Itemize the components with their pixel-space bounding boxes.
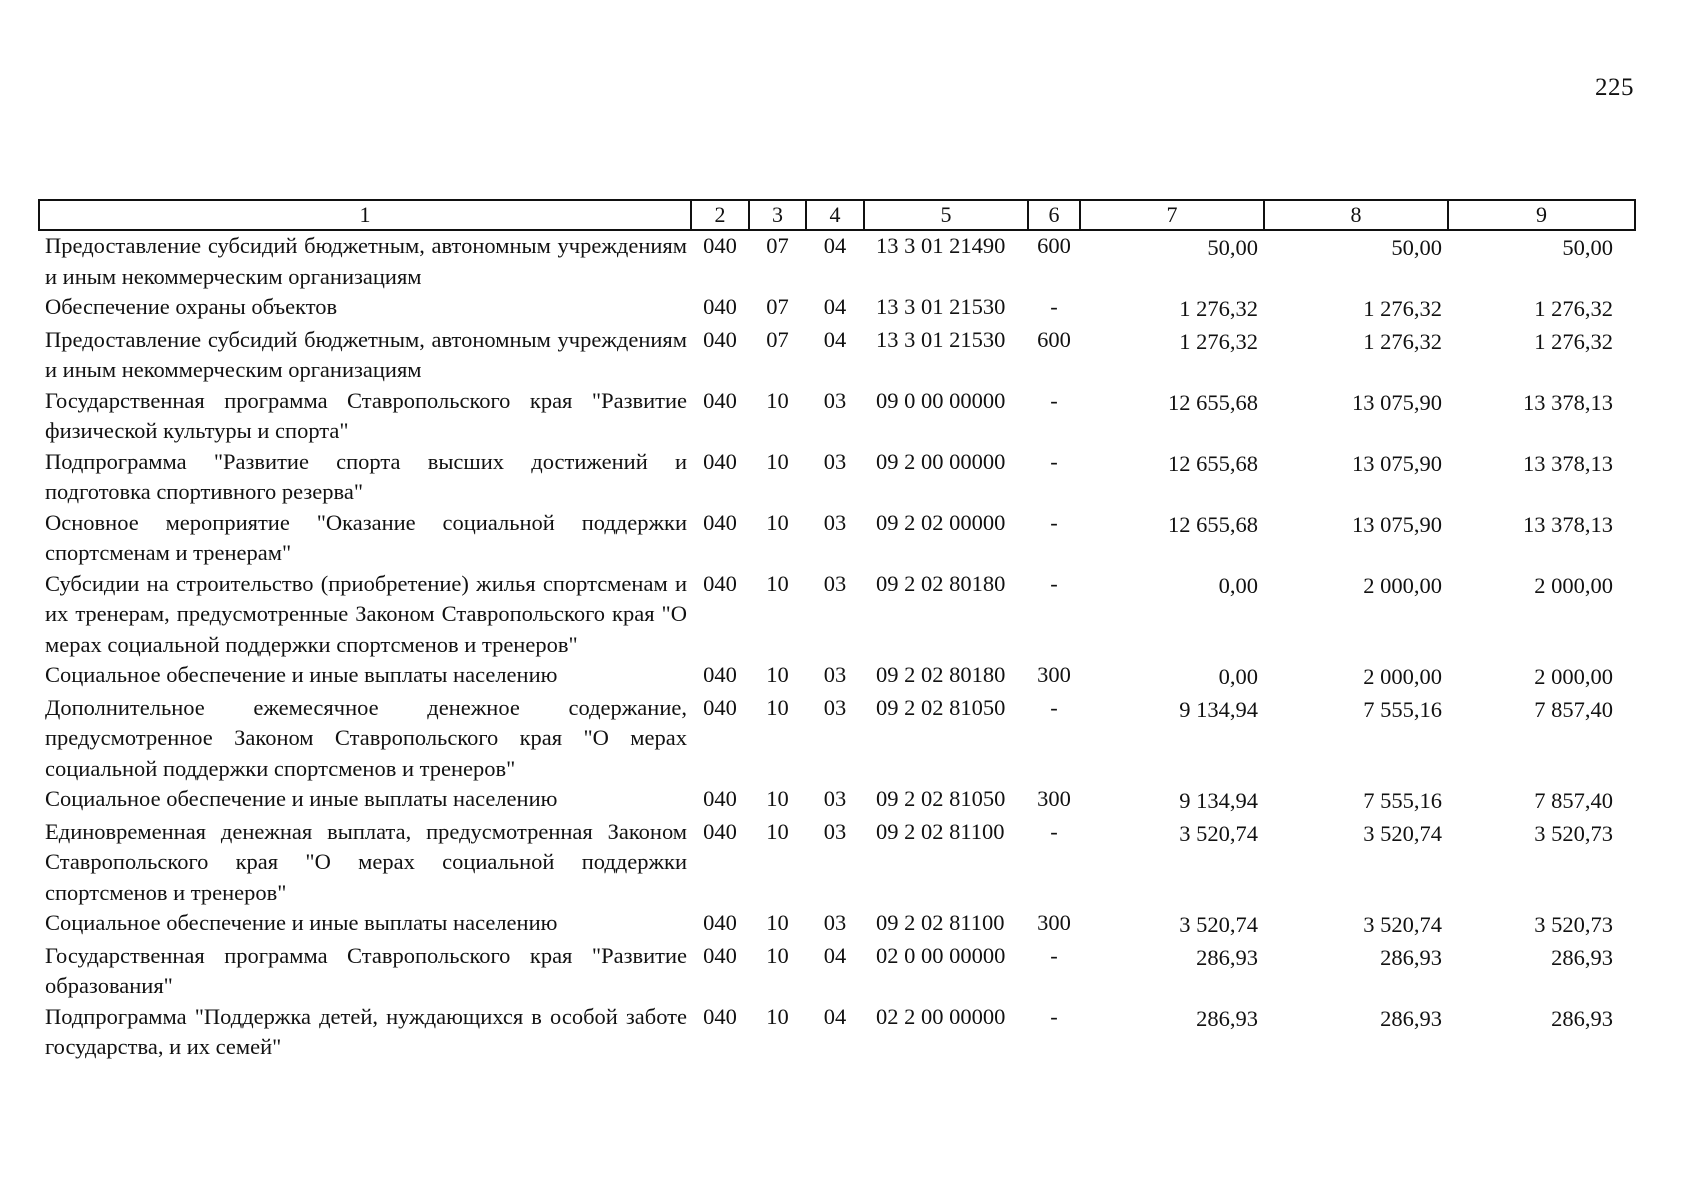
row-name-cell: Подпрограмма "Развитие спорта высших достижений и подготовка спортивного резерва" xyxy=(45,448,687,504)
ministry-code-cell: 040 xyxy=(703,694,737,720)
ministry-code-cell: 040 xyxy=(703,387,737,413)
subsection-code-cell: 03 xyxy=(823,786,847,811)
subsection-code-cell: 04 xyxy=(823,233,847,258)
amount-col8-cell: 3 520,74 xyxy=(1363,820,1442,846)
expense-type-cell: - xyxy=(1050,942,1058,968)
amount-col8-cell: 13 075,90 xyxy=(1352,511,1442,537)
expense-type-cell: - xyxy=(1050,509,1058,535)
header-col-7: 7 xyxy=(1080,200,1264,230)
amount-col9-cell: 3 520,73 xyxy=(1534,820,1613,846)
row-name-cell: Дополнительное ежемесячное денежное содержание, предусмотренное Законом Ставропольского края "О мерах социальной поддержки спортсменов и тренеров" xyxy=(45,694,687,781)
table-body xyxy=(39,230,1635,1063)
table-row xyxy=(39,660,1635,693)
amount-col9-cell: 1 276,32 xyxy=(1534,328,1613,354)
ministry-code-cell: 040 xyxy=(703,326,737,352)
header-col-8: 8 xyxy=(1264,200,1448,230)
amount-col7-cell: 1 276,32 xyxy=(1179,328,1258,354)
subsection-code-cell: 03 xyxy=(823,662,847,687)
expense-type-cell: 300 xyxy=(1037,662,1071,687)
amount-col7-cell: 0,00 xyxy=(1218,664,1258,689)
expense-type-cell: 300 xyxy=(1037,910,1071,935)
amount-col7-cell: 286,93 xyxy=(1196,944,1258,970)
subsection-code-cell: 04 xyxy=(823,294,847,319)
amount-col9-cell: 2 000,00 xyxy=(1534,664,1613,689)
ministry-code-cell: 040 xyxy=(703,786,737,811)
table-row xyxy=(39,908,1635,941)
amount-col8-cell: 286,93 xyxy=(1380,1005,1442,1031)
section-code-cell: 07 xyxy=(766,326,789,352)
budget-table-container xyxy=(38,199,1634,1063)
row-name-cell: Единовременная денежная выплата, предусмотренная Законом Ставропольского края "О мерах социальной поддержки спортсменов и тренеров" xyxy=(45,818,687,905)
ministry-code-cell: 040 xyxy=(703,509,737,535)
header-col-1: 1 xyxy=(39,200,691,230)
header-col-4: 4 xyxy=(806,200,864,230)
section-code-cell: 10 xyxy=(766,387,789,413)
table-header xyxy=(39,200,1635,230)
amount-col7-cell: 3 520,74 xyxy=(1179,912,1258,937)
row-name-cell: Государственная программа Ставропольского края "Развитие образования" xyxy=(45,942,687,998)
expense-type-cell: 600 xyxy=(1037,233,1071,258)
row-name-cell: Обеспечение охраны объектов xyxy=(45,294,338,319)
section-code-cell: 10 xyxy=(766,448,789,474)
amount-col8-cell: 2 000,00 xyxy=(1363,664,1442,689)
subsection-code-cell: 04 xyxy=(823,326,847,352)
header-col-3: 3 xyxy=(749,200,806,230)
target-article-cell: 13 3 01 21530 xyxy=(876,294,1006,319)
expense-type-cell: 600 xyxy=(1037,326,1071,352)
amount-col8-cell: 7 555,16 xyxy=(1363,788,1442,813)
table-row xyxy=(39,569,1635,661)
amount-col9-cell: 2 000,00 xyxy=(1534,572,1613,598)
expense-type-cell: - xyxy=(1050,294,1058,319)
expense-type-cell: - xyxy=(1050,570,1058,596)
expense-type-cell: 300 xyxy=(1037,786,1071,811)
subsection-code-cell: 03 xyxy=(823,448,847,474)
table-row xyxy=(39,325,1635,386)
table-row xyxy=(39,230,1635,292)
expense-type-cell: - xyxy=(1050,694,1058,720)
row-name-cell: Предоставление субсидий бюджетным, автономным учреждениям и иным некоммерческим организациям xyxy=(45,326,687,382)
target-article-cell: 09 2 00 00000 xyxy=(876,448,1006,474)
target-article-cell: 09 2 02 81100 xyxy=(876,818,1005,844)
page-number: 225 xyxy=(1595,74,1634,101)
table-row xyxy=(39,784,1635,817)
amount-col9-cell: 7 857,40 xyxy=(1534,696,1613,722)
amount-col9-cell: 7 857,40 xyxy=(1534,788,1613,813)
row-name-cell: Основное мероприятие "Оказание социальной поддержки спортсменам и тренерам" xyxy=(45,509,687,565)
target-article-cell: 09 2 02 81050 xyxy=(876,694,1006,720)
amount-col7-cell: 0,00 xyxy=(1218,572,1258,598)
amount-col9-cell: 286,93 xyxy=(1551,1005,1613,1031)
amount-col8-cell: 286,93 xyxy=(1380,944,1442,970)
header-row xyxy=(39,200,1635,230)
table-row xyxy=(39,817,1635,909)
subsection-code-cell: 03 xyxy=(823,570,847,596)
row-name-cell: Социальное обеспечение и иные выплаты населению xyxy=(45,910,558,935)
row-name-cell: Социальное обеспечение и иные выплаты населению xyxy=(45,786,558,811)
amount-col7-cell: 12 655,68 xyxy=(1168,450,1258,476)
expense-type-cell: - xyxy=(1050,818,1058,844)
amount-col7-cell: 9 134,94 xyxy=(1179,696,1258,722)
ministry-code-cell: 040 xyxy=(703,910,737,935)
table-row xyxy=(39,693,1635,785)
amount-col8-cell: 1 276,32 xyxy=(1363,296,1442,321)
header-col-9: 9 xyxy=(1448,200,1635,230)
ministry-code-cell: 040 xyxy=(703,1003,737,1029)
subsection-code-cell: 04 xyxy=(823,942,847,968)
section-code-cell: 10 xyxy=(766,786,789,811)
ministry-code-cell: 040 xyxy=(703,662,737,687)
target-article-cell: 09 2 02 81050 xyxy=(876,786,1006,811)
expense-type-cell: - xyxy=(1050,1003,1058,1029)
row-name-cell: Субсидии на строительство (приобретение) жилья спортсменам и их тренерам, предусмотренные Законом Ставропольского края "О мерах социальной поддержки спортсменов и тренеров" xyxy=(45,570,687,657)
section-code-cell: 10 xyxy=(766,942,789,968)
subsection-code-cell: 03 xyxy=(823,694,847,720)
header-col-5: 5 xyxy=(864,200,1028,230)
amount-col9-cell: 50,00 xyxy=(1562,235,1613,260)
section-code-cell: 07 xyxy=(766,233,789,258)
amount-col8-cell: 3 520,74 xyxy=(1363,912,1442,937)
amount-col9-cell: 13 378,13 xyxy=(1523,511,1613,537)
subsection-code-cell: 03 xyxy=(823,387,847,413)
expense-type-cell: - xyxy=(1050,448,1058,474)
amount-col8-cell: 1 276,32 xyxy=(1363,328,1442,354)
row-name-cell: Подпрограмма "Поддержка детей, нуждающихся в особой заботе государства, и их семей" xyxy=(45,1003,687,1059)
amount-col7-cell: 3 520,74 xyxy=(1179,820,1258,846)
amount-col9-cell: 13 378,13 xyxy=(1523,450,1613,476)
table-row xyxy=(39,941,1635,1002)
ministry-code-cell: 040 xyxy=(703,294,737,319)
section-code-cell: 10 xyxy=(766,662,789,687)
row-name-cell: Предоставление субсидий бюджетным, автономным учреждениям и иным некоммерческим организациям xyxy=(45,233,687,289)
subsection-code-cell: 03 xyxy=(823,910,847,935)
amount-col7-cell: 1 276,32 xyxy=(1179,296,1258,321)
amount-col7-cell: 12 655,68 xyxy=(1168,389,1258,415)
subsection-code-cell: 04 xyxy=(823,1003,847,1029)
target-article-cell: 09 2 02 81100 xyxy=(876,910,1005,935)
section-code-cell: 07 xyxy=(766,294,789,319)
section-code-cell: 10 xyxy=(766,694,789,720)
amount-col7-cell: 50,00 xyxy=(1207,235,1258,260)
ministry-code-cell: 040 xyxy=(703,942,737,968)
target-article-cell: 13 3 01 21530 xyxy=(876,326,1006,352)
table-row xyxy=(39,447,1635,508)
amount-col7-cell: 12 655,68 xyxy=(1168,511,1258,537)
subsection-code-cell: 03 xyxy=(823,509,847,535)
target-article-cell: 13 3 01 21490 xyxy=(876,233,1006,258)
amount-col8-cell: 13 075,90 xyxy=(1352,450,1442,476)
amount-col8-cell: 2 000,00 xyxy=(1363,572,1442,598)
table-row xyxy=(39,292,1635,325)
target-article-cell: 09 2 02 80180 xyxy=(876,570,1006,596)
section-code-cell: 10 xyxy=(766,509,789,535)
section-code-cell: 10 xyxy=(766,818,789,844)
amount-col9-cell: 3 520,73 xyxy=(1534,912,1613,937)
ministry-code-cell: 040 xyxy=(703,448,737,474)
target-article-cell: 09 2 02 80180 xyxy=(876,662,1006,687)
budget-table xyxy=(38,199,1636,1063)
row-name-cell: Государственная программа Ставропольского края "Развитие физической культуры и спорта" xyxy=(45,387,687,443)
table-row xyxy=(39,508,1635,569)
section-code-cell: 10 xyxy=(766,570,789,596)
amount-col8-cell: 13 075,90 xyxy=(1352,389,1442,415)
target-article-cell: 09 0 00 00000 xyxy=(876,387,1006,413)
table-row xyxy=(39,386,1635,447)
target-article-cell: 09 2 02 00000 xyxy=(876,509,1006,535)
target-article-cell: 02 2 00 00000 xyxy=(876,1003,1006,1029)
section-code-cell: 10 xyxy=(766,910,789,935)
header-col-2: 2 xyxy=(691,200,749,230)
ministry-code-cell: 040 xyxy=(703,233,737,258)
amount-col8-cell: 7 555,16 xyxy=(1363,696,1442,722)
ministry-code-cell: 040 xyxy=(703,818,737,844)
ministry-code-cell: 040 xyxy=(703,570,737,596)
amount-col7-cell: 9 134,94 xyxy=(1179,788,1258,813)
subsection-code-cell: 03 xyxy=(823,818,847,844)
amount-col9-cell: 286,93 xyxy=(1551,944,1613,970)
amount-col8-cell: 50,00 xyxy=(1391,235,1442,260)
table-row xyxy=(39,1002,1635,1063)
amount-col7-cell: 286,93 xyxy=(1196,1005,1258,1031)
amount-col9-cell: 1 276,32 xyxy=(1534,296,1613,321)
header-col-6: 6 xyxy=(1028,200,1080,230)
amount-col9-cell: 13 378,13 xyxy=(1523,389,1613,415)
section-code-cell: 10 xyxy=(766,1003,789,1029)
target-article-cell: 02 0 00 00000 xyxy=(876,942,1006,968)
row-name-cell: Социальное обеспечение и иные выплаты населению xyxy=(45,662,558,687)
expense-type-cell: - xyxy=(1050,387,1058,413)
